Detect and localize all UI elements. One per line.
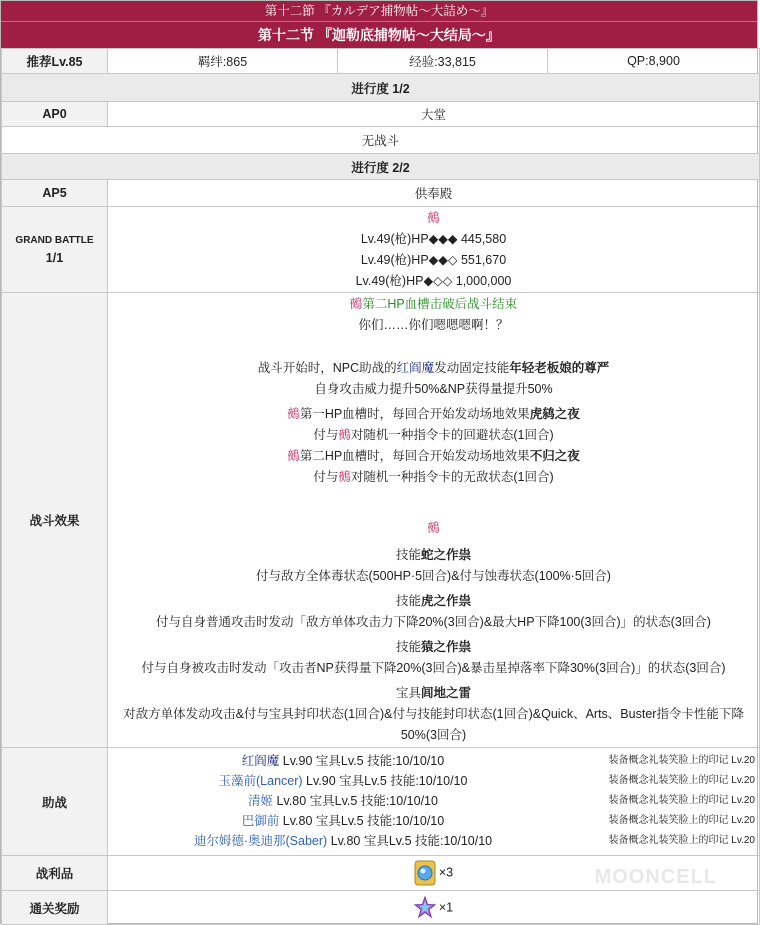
quest-banner (1, 1, 757, 48)
npc-skill-effect: 自身攻击威力提升50%&NP获得量提升50% (314, 382, 553, 396)
hp1-field-effect (112, 404, 755, 425)
support-name: 玉藻前(Lancer) (218, 773, 303, 788)
grand-battle-label (2, 207, 108, 293)
grant-pre: 付与 (313, 428, 339, 442)
support-name: 迪尔姆德·奥迪那(Saber) (193, 833, 328, 848)
support-servant (108, 811, 578, 831)
progress-2-ap: AP5 (2, 180, 108, 207)
skill-1-name: 蛇之作祟 (421, 548, 472, 562)
support-cell (108, 748, 760, 856)
np-desc-cont: 50%(3回合) (400, 728, 467, 742)
support-ce: 装备概念礼装笑脸上的印记 Lv.20 (608, 834, 755, 846)
hp1-grant (112, 425, 755, 446)
npc-skill-name: 年轻老板娘的尊严 (509, 361, 610, 375)
blue-orb-icon[interactable] (414, 860, 436, 886)
support-ce: 装备概念礼装笑脸上的印记 Lv.20 (608, 794, 755, 806)
loot-count: ×3 (438, 865, 454, 880)
enemy-skills-header: 鵺 (427, 521, 440, 535)
skill-prefix: 技能 (395, 548, 421, 562)
support-info: Lv.80 宝具Lv.5 技能:10/10/10 (279, 813, 445, 828)
support-row[interactable] (108, 791, 759, 811)
skill-2-title (112, 591, 755, 612)
loot-label: 战利品 (2, 856, 108, 891)
progress-2-location: 供奉殿 (108, 180, 760, 207)
skill-prefix: 技能 (395, 640, 421, 654)
np-title (112, 683, 755, 704)
support-list (108, 749, 759, 855)
enemy-hp-line: Lv.49(枪)HP◆◆◇ 551,670 (360, 252, 507, 267)
reward-count: ×1 (438, 899, 454, 914)
effects-cell (108, 293, 760, 748)
support-name: 清姬 (248, 793, 274, 808)
grant-post: 对随机一种指令卡的回避状态(1回合) (350, 428, 554, 442)
watermark: MOONCELL (594, 866, 717, 888)
grant-post: 对随机一种指令卡的无敌状态(1回合) (350, 470, 554, 484)
npc-name: 红阎魔 (396, 361, 435, 375)
enemy-hp-line: Lv.49(枪)HP◆◇◇ 1,000,000 (355, 273, 512, 288)
grand-battle-count: 1/1 (45, 250, 64, 265)
support-servant (108, 831, 578, 851)
support-info: Lv.80 宝具Lv.5 技能:10/10/10 (327, 833, 493, 848)
enemy-name: 鵺 (427, 210, 440, 225)
npc-pre-text: 战斗开始时，NPC助战的 (257, 361, 397, 375)
hp2-field-effect (112, 446, 755, 467)
battle-end-condition (112, 294, 755, 315)
enemy-ref: 鵺 (349, 297, 363, 311)
support-row[interactable] (108, 811, 759, 831)
support-info: Lv.90 宝具Lv.5 技能:10/10/10 (279, 753, 445, 768)
skill-1-title (112, 545, 755, 566)
quest-title-cn: 第十二节 『迦勒底捕物帖～大结局～』 (258, 27, 500, 43)
skill-prefix: 技能 (395, 594, 421, 608)
progress-2-title: 进行度 2/2 (2, 154, 760, 180)
hp1-skill: 虎鸫之夜 (529, 407, 580, 421)
rainbow-star-icon[interactable] (414, 895, 436, 921)
enemy-quote: 你们……你们嗯嗯嗯啊！？ (358, 318, 509, 332)
skill-1-desc: 付与敌方全体毒状态(500HP·5回合)&付与蚀毒状态(100%·5回合) (256, 569, 611, 583)
hp2-text: 第二HP血槽时，每回合开始发动场地效果 (299, 449, 530, 463)
support-ce: 装备概念礼装笑脸上的印记 Lv.20 (608, 754, 755, 766)
quest-title-jp: 第十二節 『カルデア捕物帖～大詰め～』 (1, 1, 757, 22)
npc-effect-line (112, 358, 755, 379)
hp1-text: 第一HP血槽时，每回合开始发动场地效果 (299, 407, 530, 421)
support-name: 红阎魔 (241, 753, 280, 768)
support-label: 助战 (2, 748, 108, 856)
progress-1-battle: 无战斗 (2, 127, 760, 154)
reward-label: 通关奖励 (2, 891, 108, 925)
support-info: Lv.80 宝具Lv.5 技能:10/10/10 (273, 793, 438, 808)
skill-3-title (112, 637, 755, 658)
skill-2-desc: 付与自身普通攻击时发动「敌方单体攻击力下降20%(3回合)&最大HP下降100(3回合)」的状态(3回合) (156, 615, 711, 629)
enemy-hp-line: Lv.49(枪)HP◆◆◆ 445,580 (360, 231, 507, 246)
support-ce: 装备概念礼装笑脸上的印记 Lv.20 (608, 774, 755, 786)
enemy-cell (108, 207, 760, 293)
enemy-ref: 鵺 (287, 449, 300, 463)
np-name: 闾地之雷 (421, 686, 472, 700)
support-row[interactable] (108, 771, 759, 791)
npc-mid-text: 发动固定技能 (434, 361, 510, 375)
np-prefix: 宝具 (395, 686, 421, 700)
progress-1-title: 进行度 1/2 (2, 74, 760, 102)
skill-3-desc: 付与自身被攻击时发动「攻击者NP获得量下降20%(3回合)&暴击星掉落率下降30%(3回合)」的状态(3回合) (141, 661, 726, 675)
reward-cell (108, 891, 760, 925)
quest-table (1, 48, 760, 925)
grant-pre: 付与 (313, 470, 339, 484)
support-servant (108, 791, 578, 811)
exp-value: 经验:33,815 (338, 49, 548, 74)
recommended-level: 推荐Lv.85 (2, 49, 108, 74)
skill-2-name: 虎之作祟 (421, 594, 472, 608)
support-servant (108, 771, 578, 791)
support-servant (108, 751, 578, 771)
progress-1-location: 大堂 (108, 102, 760, 127)
bond-value: 羁绊:865 (108, 49, 338, 74)
support-row[interactable] (108, 751, 759, 771)
skill-3-name: 猿之作祟 (421, 640, 472, 654)
np-desc: 对敌方单体发动攻击&付与宝具封印状态(1回合)&付与技能封印状态(1回合)&Quick、Arts、Buster指令卡性能下降 (123, 707, 744, 721)
enemy-ref: 鵺 (338, 428, 351, 442)
support-info: Lv.90 宝具Lv.5 技能:10/10/10 (302, 773, 468, 788)
qp-value: QP:8,900 (548, 49, 760, 74)
enemy-ref: 鵺 (287, 407, 300, 421)
support-ce: 装备概念礼装笑脸上的印记 Lv.20 (608, 814, 755, 826)
progress-1-ap: AP0 (2, 102, 108, 127)
grand-battle-title: GRAND BATTLE (15, 234, 94, 246)
end-text: 第二HP血槽击破后战斗结束 (362, 297, 518, 311)
hp2-grant (112, 467, 755, 488)
support-row[interactable] (108, 831, 759, 851)
effects-label: 战斗效果 (2, 293, 108, 748)
summary-row (2, 49, 760, 74)
hp2-skill: 不归之夜 (529, 449, 580, 463)
enemy-ref: 鵺 (338, 470, 351, 484)
support-name: 巴御前 (241, 813, 280, 828)
